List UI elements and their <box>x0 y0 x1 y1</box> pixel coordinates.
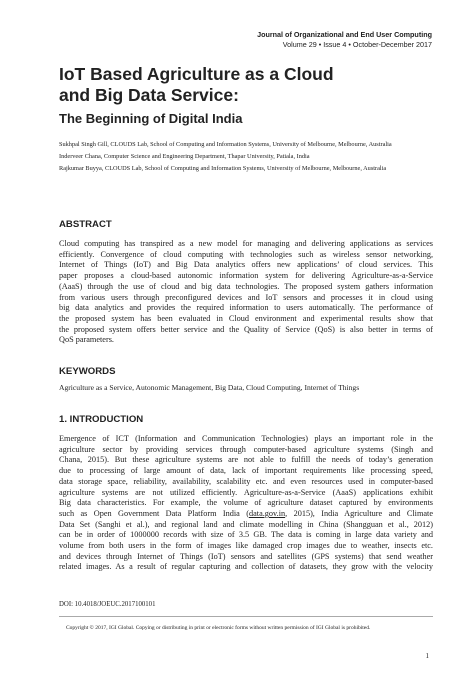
intro-line: due to processing of large amount of data, lack of important requirements like processing speed, <box>59 466 433 476</box>
abstract-line: Cloud computing has transpired as a new model for managing and delivering applications as services <box>59 239 433 248</box>
intro-line: Big data characteristics. For example, the volume of agriculture dataset captured by environments <box>59 498 433 508</box>
abstract-line: Internet of Things (IoT) and Big Data analytics offers new applications’ of cloud services. This <box>59 260 433 270</box>
intro-line: Data Set (Sanghi et al.), and regional land and climate modelling in China (Shangguan et al., 2012) <box>59 519 433 529</box>
abstract-body <box>59 239 433 346</box>
author-affiliation: Sukhpal Singh Gill, CLOUDS Lab, School of Computing and Information Systems, University of Melbourne, Melbourne, Australia <box>59 141 392 148</box>
journal-issue: Volume 29 • Issue 4 • October-December 2017 <box>282 39 432 49</box>
abstract-line: paper proposes a cloud-based autonomic information system for delivering Agriculture-as-a-Service <box>59 271 433 281</box>
intro-line: and devices through Internet of Things (IoT) sensors and satellites (GPS systems) that send weather <box>59 551 433 561</box>
copyright-notice: Copyright © 2017, IGI Global. Copying or distributing in print or electronic forms without written permission of IGI Global is prohibited. <box>66 625 371 631</box>
intro-line-suffix: , 2015), India Agriculture and Climate <box>285 508 433 518</box>
intro-line-with-link <box>59 509 433 520</box>
title-block <box>59 64 439 127</box>
abstract-heading: ABSTRACT <box>59 219 112 230</box>
intro-line: Emergence of ICT (Information and Communication Technologies) plays an important role in the <box>59 434 433 443</box>
abstract-line: the proposed system offers better service and the Quality of Service (QoS) is also better in terms of <box>59 324 433 334</box>
abstract-line: the proposed system has been evaluated in Cloud environment and experimental results show that <box>59 313 433 323</box>
author-affiliation: Rajkumar Buyya, CLOUDS Lab, School of Computing and Information Systems, University of Melbourne, Melbourne, Australia <box>59 165 387 173</box>
intro-line: can be in order of 1000000 records with size of 3.5 GB. The data is coming in large data variety and <box>59 530 433 540</box>
abstract-line: (AaaS) through the use of cloud and big data technologies. The proposed system gathers information <box>59 281 433 291</box>
intro-line-prefix: such as Open Government Data Platform India ( <box>59 508 249 518</box>
abstract-line: big data analytics and provides the required information to users automatically. The performance of <box>59 303 433 313</box>
paper-title <box>59 64 439 106</box>
intro-line: data storage space, reliability, availability, scalability etc. and even resources used in computer-based <box>59 476 433 486</box>
abstract-line: QoS parameters. <box>59 335 114 345</box>
intro-line: agriculture systems are not utilized efficiently. Agriculture-as-a-Service (AaaS) applications exhibit <box>59 487 433 497</box>
abstract-line: efficiently. Convergence of cloud computing with technologies such as wireless sensor networking, <box>59 249 433 259</box>
footer-divider <box>59 616 433 617</box>
doi: DOI: 10.4018/JOEUC.2017100101 <box>59 601 156 608</box>
author-affiliation: Inderveer Chana, Computer Science and Engineering Department, Thapar University, Patiala, India <box>59 153 310 161</box>
paper-title-line-2: and Big Data Service: <box>59 85 239 105</box>
abstract-line: from various users through preconfigured devices and IoT sensors and processes it in cloud using <box>59 292 433 302</box>
intro-line: related images. As a result of regular capturing and collection of datasets, they grow with the velocity <box>59 562 433 572</box>
intro-line: volume from both users in the form of images like damaged crop images due to weather, insects etc. <box>59 541 433 551</box>
keywords-list: Agriculture as a Service, Autonomic Management, Big Data, Cloud Computing, Internet of Things <box>59 383 360 392</box>
journal-name: Journal of Organizational and End User Computing <box>257 30 432 39</box>
intro-line: Chana, 2015). But these agriculture systems are not able to fulfill the needs of today’s generation <box>59 455 433 465</box>
paper-subtitle: The Beginning of Digital India <box>59 111 243 126</box>
data-gov-link[interactable]: data.gov.in <box>248 508 286 518</box>
intro-line: agriculture sector by providing services through computer-based agriculture systems (Singh and <box>59 444 433 454</box>
introduction-heading: 1. INTRODUCTION <box>59 414 144 425</box>
page-number: 1 <box>425 652 429 660</box>
author-list <box>59 139 439 176</box>
paper-title-line-1: IoT Based Agriculture as a Cloud <box>59 64 334 84</box>
journal-header <box>257 30 432 49</box>
introduction-body <box>59 434 433 573</box>
keywords-heading: KEYWORDS <box>59 366 116 377</box>
